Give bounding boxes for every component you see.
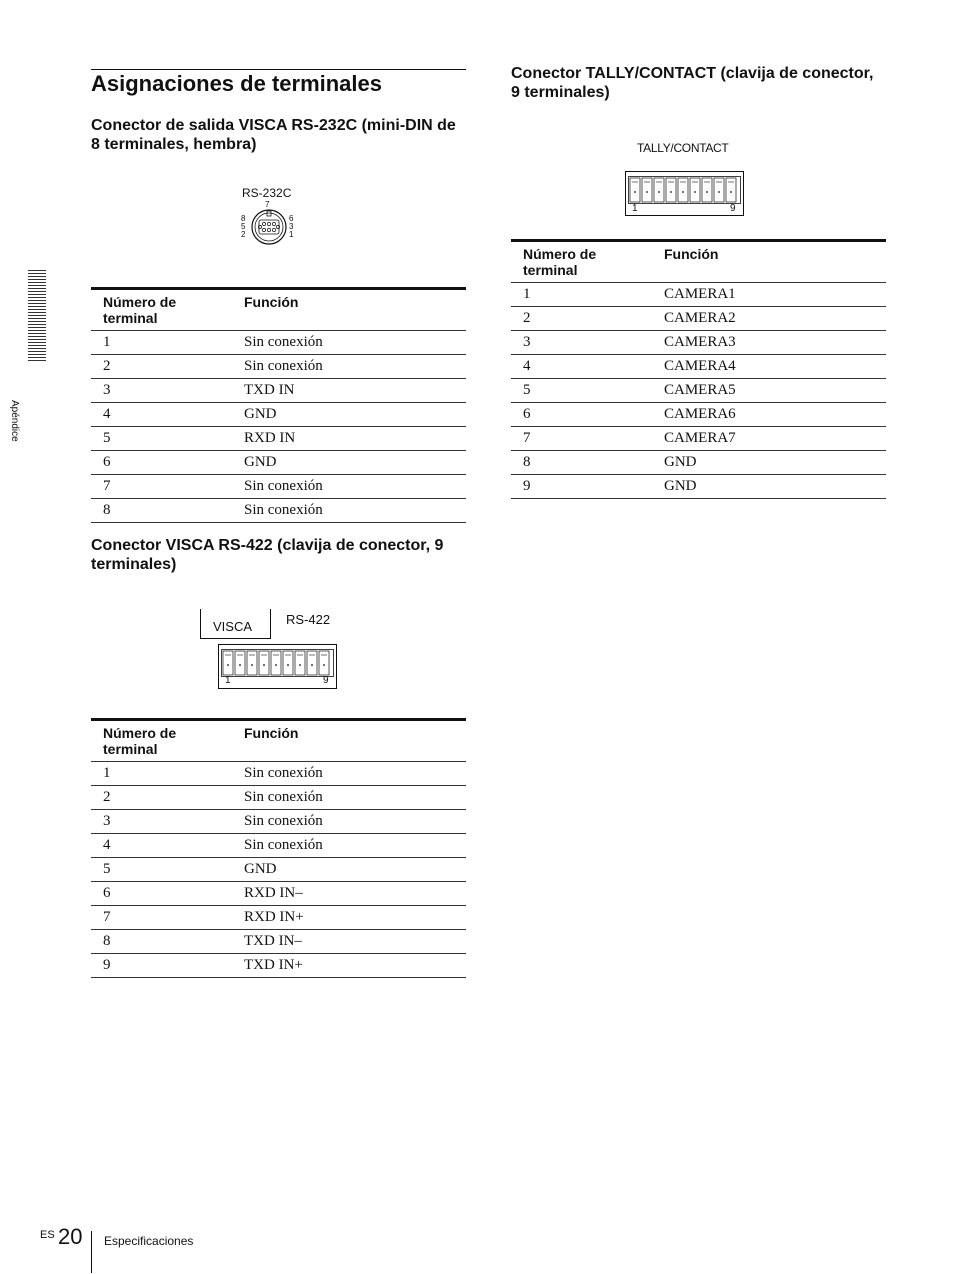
table-row [511,283,886,307]
terminal-function: CAMERA7 [652,427,886,451]
terminal-function: Sin conexión [232,786,466,810]
visca-label-box [200,609,271,639]
terminal-number: 2 [511,307,652,331]
table-row [91,762,466,786]
table-row [511,307,886,331]
table-row [511,331,886,355]
col-header-function: Función [244,725,299,741]
last-pin-label: 9 [730,203,736,214]
terminal-function: CAMERA2 [652,307,886,331]
terminal-function: CAMERA1 [652,283,886,307]
terminal-screw [658,191,660,193]
terminal-screw [275,664,277,666]
table-row [91,331,466,355]
table-row [91,882,466,906]
terminal-screw [251,664,253,666]
terminal-screw [730,191,732,193]
terminal-number: 7 [511,427,652,451]
page-number: 20 [58,1224,83,1249]
rs232c-heading: Conector de salida VISCA RS-232C (mini-DIN de 8 terminales, hembra) [91,117,456,153]
table-row [91,834,466,858]
terminal-function: Sin conexión [232,762,466,786]
last-pin-label: 9 [323,675,329,686]
terminal-number: 4 [91,403,232,427]
terminal-screw [287,664,289,666]
terminal-function: RXD IN– [232,882,466,906]
terminal-slot [223,651,233,675]
rs422-label: RS-422 [286,612,331,627]
table-row [91,906,466,930]
terminal-screw [239,664,241,666]
rs232c-pin-table [91,287,466,523]
page-title: Asignaciones de terminales [91,71,382,96]
terminal-slot [295,651,305,675]
table-row [91,499,466,523]
terminal-screw [227,664,229,666]
terminal-number: 3 [91,379,232,403]
terminal-slot [247,651,257,675]
first-pin-label: 1 [225,675,231,686]
terminal-function: Sin conexión [232,355,466,379]
table-row [91,403,466,427]
table-row [91,475,466,499]
pin-label: 6 [289,214,294,223]
mini-din-connector-icon [250,208,288,246]
col-header-terminal: Número de terminal [523,246,597,278]
pin-label: 5 [241,222,246,231]
first-pin-label: 1 [632,203,638,214]
terminal-slot [630,178,640,202]
terminal-number: 6 [511,403,652,427]
terminal-slot [319,651,329,675]
table-row [511,475,886,499]
rs232c-diagram-label: RS-232C [242,186,292,200]
terminal-screw [694,191,696,193]
terminal-number: 3 [91,810,232,834]
terminal-function: Sin conexión [232,834,466,858]
terminal-screw [706,191,708,193]
terminal-slot [690,178,700,202]
terminal-function: GND [232,451,466,475]
left-column [91,69,466,154]
table-row [91,786,466,810]
terminal-slot [666,178,676,202]
table-row [91,810,466,834]
table-row [91,858,466,882]
terminal-number: 8 [91,499,232,523]
col-header-terminal: Número de terminal [103,294,177,326]
col-header-function: Función [664,246,719,262]
terminal-screw [670,191,672,193]
terminal-block-connector-icon [625,171,744,216]
terminal-function: Sin conexión [232,810,466,834]
terminal-slot [726,178,736,202]
pin-label: 2 [241,230,246,239]
terminal-block-connector-icon [218,644,337,689]
table-row [91,355,466,379]
table-row [91,427,466,451]
terminal-number: 8 [91,930,232,954]
tally-heading: Conector TALLY/CONTACT (clavija de conector, 9 terminales) [511,65,874,101]
terminal-number: 8 [511,451,652,475]
terminal-function: CAMERA4 [652,355,886,379]
rs232c-diagram [236,186,306,248]
terminal-function: CAMERA6 [652,403,886,427]
terminal-function: GND [652,475,886,499]
terminal-function: RXD IN+ [232,906,466,930]
terminal-function: TXD IN+ [232,954,466,978]
terminal-slot [654,178,664,202]
terminal-function: GND [652,451,886,475]
terminal-number: 5 [91,427,232,451]
section-tab-marker [28,270,46,362]
terminal-slot [702,178,712,202]
terminal-slot [283,651,293,675]
terminal-screw [682,191,684,193]
terminal-number: 7 [91,906,232,930]
terminal-function: CAMERA3 [652,331,886,355]
table-row [511,451,886,475]
tally-pin-table [511,239,886,499]
terminal-function: TXD IN– [232,930,466,954]
terminal-slot [642,178,652,202]
terminal-number: 2 [91,786,232,810]
pin-label: 3 [289,222,294,231]
terminal-screw [263,664,265,666]
terminal-screw [634,191,636,193]
terminal-number: 2 [91,355,232,379]
side-section-label: Apéndice [9,400,20,442]
rs422-heading: Conector VISCA RS-422 (clavija de conector, 9 terminales) [91,537,444,573]
terminal-screw [323,664,325,666]
terminal-function: GND [232,858,466,882]
terminal-function: Sin conexión [232,331,466,355]
table-row [511,379,886,403]
table-row [511,355,886,379]
tally-diagram-label: TALLY/CONTACT [637,141,729,155]
terminal-screw [299,664,301,666]
terminal-function: Sin conexión [232,499,466,523]
pin-labels-right [289,215,293,239]
col-header-function: Función [244,294,299,310]
footer-section-label: Especificaciones [104,1234,194,1248]
visca-label: VISCA [213,619,253,634]
table-row [91,379,466,403]
tally-diagram [622,140,747,220]
terminal-slot [714,178,724,202]
terminal-number: 9 [511,475,652,499]
terminal-number: 1 [511,283,652,307]
terminal-slot [307,651,317,675]
rs422-pin-table [91,718,466,978]
terminal-slot [235,651,245,675]
terminal-number: 3 [511,331,652,355]
terminal-number: 1 [91,331,232,355]
terminal-function: TXD IN [232,379,466,403]
terminal-slot [678,178,688,202]
terminal-screw [646,191,648,193]
footer-language-code: ES [40,1229,55,1241]
terminal-function: Sin conexión [232,475,466,499]
terminal-number: 5 [91,858,232,882]
terminal-function: GND [232,403,466,427]
terminal-slot [271,651,281,675]
pin-label: 8 [241,214,246,223]
terminal-screw [311,664,313,666]
terminal-number: 4 [511,355,652,379]
table-row [91,451,466,475]
footer-divider [91,1231,92,1273]
pin-label: 1 [289,230,294,239]
terminal-number: 9 [91,954,232,978]
terminal-slot [259,651,269,675]
pin-label: 7 [265,200,270,209]
pin-labels-left [241,215,245,239]
terminal-screw [718,191,720,193]
terminal-function: CAMERA5 [652,379,886,403]
terminal-number: 5 [511,379,652,403]
terminal-number: 6 [91,451,232,475]
terminal-number: 1 [91,762,232,786]
terminal-number: 7 [91,475,232,499]
terminal-number: 4 [91,834,232,858]
table-row [91,930,466,954]
rs422-diagram [200,609,340,691]
table-row [511,427,886,451]
table-row [511,403,886,427]
terminal-number: 6 [91,882,232,906]
col-header-terminal: Número de terminal [103,725,177,757]
table-row [91,954,466,978]
terminal-function: RXD IN [232,427,466,451]
